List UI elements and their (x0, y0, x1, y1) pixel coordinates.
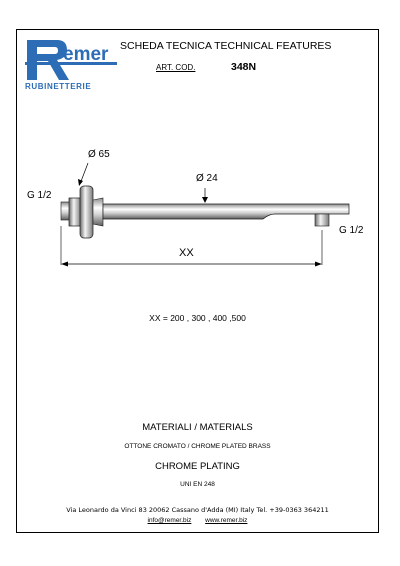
left-thread-label: G 1/2 (27, 190, 52, 201)
wall-flange (80, 186, 93, 238)
company-address: Via Leonardo da Vinci 83 20062 Cassano d'Adda (MI) Italy Tel. +39-0363 364211 (66, 506, 329, 514)
email-link[interactable]: info@remer.biz (147, 517, 192, 524)
shower-arm-drawing (17, 130, 378, 280)
outlet-fitting (315, 214, 329, 226)
document-title: SCHEDA TECNICA TECHNICAL FEATURES (120, 40, 332, 52)
right-thread-label: G 1/2 (339, 225, 364, 236)
hex-nut (69, 198, 81, 226)
contact-links (17, 517, 378, 524)
svg-text:emer: emer (63, 44, 109, 65)
product-drawing (17, 130, 378, 280)
brand-subtitle: RUBINETTERIE (25, 82, 92, 91)
materials-title: MATERIALI / MATERIALS (142, 422, 253, 433)
available-lengths: XX = 200 , 300 , 400 ,500 (149, 313, 246, 323)
materials-description: OTTONE CROMATO / CHROME PLATED BRASS (124, 443, 271, 450)
sheet-header (17, 30, 378, 96)
arm-collar (93, 198, 103, 226)
plating-standard: UNI EN 248 (180, 481, 215, 488)
flange-diameter-label: Ø 65 (88, 149, 110, 160)
article-code: 348N (231, 61, 257, 73)
website-link[interactable]: www.remer.biz (205, 517, 248, 524)
arm-diameter-label: Ø 24 (196, 173, 218, 184)
plating-title: CHROME PLATING (155, 461, 240, 472)
length-label: XX (179, 247, 194, 259)
arm-tube (103, 204, 349, 219)
article-code-label: ART. COD. (156, 63, 196, 72)
technical-sheet (16, 29, 379, 533)
